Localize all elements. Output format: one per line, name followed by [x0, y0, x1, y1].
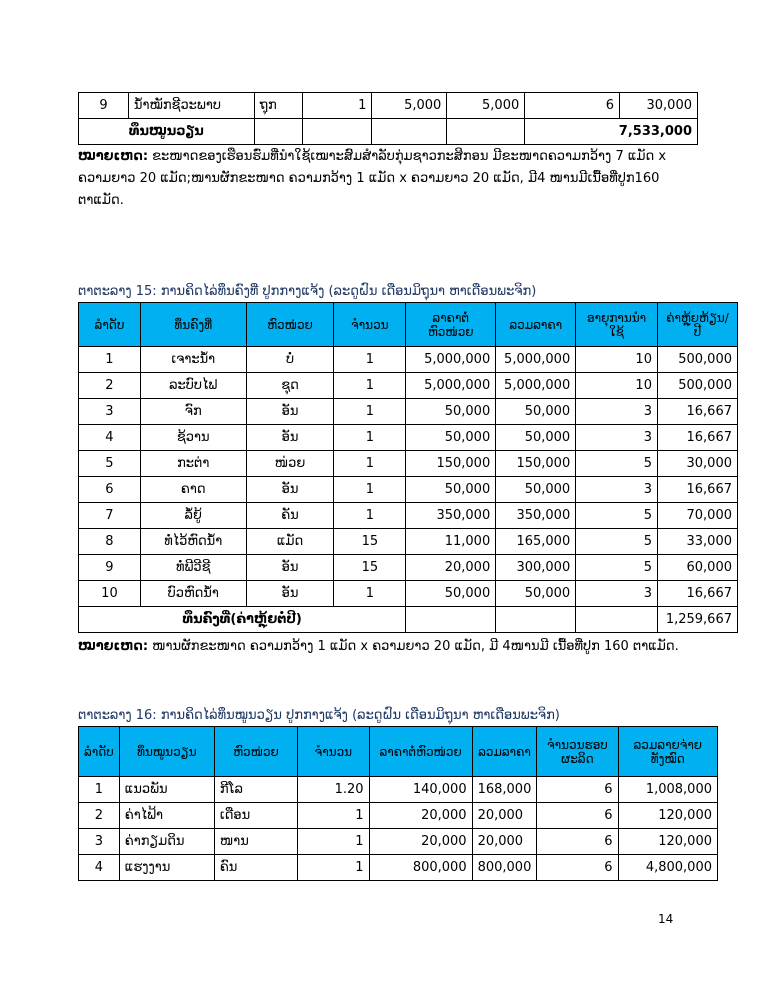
- cell: 300,000: [496, 555, 576, 581]
- cell: 5,000: [372, 93, 447, 119]
- cell: 5: [576, 451, 658, 477]
- col-header: ລວມລາຍຈ່າຍທັງໝົດ: [618, 727, 717, 777]
- cell: [254, 119, 302, 145]
- cell: ທໍ່ໄວ້ຫົດນ້ຳ: [140, 529, 246, 555]
- cell: 4,800,000: [618, 855, 717, 881]
- cell: 6: [537, 829, 618, 855]
- cell: 20,000: [369, 829, 472, 855]
- cell: 120,000: [618, 829, 717, 855]
- col-header: ທຶນໝູນວຽນ: [119, 727, 214, 777]
- note-label: ໝາຍເຫດ:: [78, 639, 149, 654]
- cell: 1: [334, 425, 406, 451]
- cell: 6: [537, 777, 618, 803]
- table15: [78, 302, 738, 633]
- cell: 50,000: [406, 477, 496, 503]
- cell: 1: [334, 373, 406, 399]
- col-header: ລາຄາຕໍ່ຫົວໜ່ວຍ: [369, 727, 472, 777]
- cell: 4: [79, 855, 120, 881]
- cell: 165,000: [496, 529, 576, 555]
- table15-caption: ຕາຕະລາງ 15: ການຄິດໄລ່ທຶນຄົງທີ່ ປູກກາງແຈ້ງ (ລະດູຝົນ ເດືອນມິຖຸນາ ຫາເດືອນພະຈິກ): [78, 284, 537, 299]
- cell: 150,000: [406, 451, 496, 477]
- cell: 50,000: [406, 425, 496, 451]
- cell: 6: [537, 855, 618, 881]
- note-label: ໝາຍເຫດ:: [78, 149, 149, 164]
- cell: ເດືອນ: [214, 803, 297, 829]
- cell: 1: [334, 347, 406, 373]
- cell: ເຈາະນ້ຳ: [140, 347, 246, 373]
- col-header: ອາຍຸການນຳໃຊ້: [576, 303, 658, 347]
- cell: ແນວພັນ: [119, 777, 214, 803]
- total-row: [79, 607, 738, 633]
- cell: 70,000: [657, 503, 737, 529]
- cell: ອັນ: [246, 399, 334, 425]
- cell: [576, 607, 658, 633]
- cell: 3: [576, 425, 658, 451]
- cell: ຊຸດ: [246, 373, 334, 399]
- cell: 2: [79, 373, 141, 399]
- cell: 1: [298, 803, 369, 829]
- cell: 5,000,000: [406, 373, 496, 399]
- cell: ທໍ່ພີວີຊີ: [140, 555, 246, 581]
- total-row: [79, 119, 698, 145]
- cell: 60,000: [657, 555, 737, 581]
- table-row: [79, 93, 698, 119]
- cell: 4: [79, 425, 141, 451]
- cell: ຄາດ: [140, 477, 246, 503]
- cell: ຄ່າກຽມດິນ: [119, 829, 214, 855]
- table-row: [79, 529, 738, 555]
- cell: 1: [79, 777, 120, 803]
- cell: 20,000: [369, 803, 472, 829]
- cell: 10: [576, 347, 658, 373]
- cell: 33,000: [657, 529, 737, 555]
- cell: 3: [79, 399, 141, 425]
- cell: 1.20: [298, 777, 369, 803]
- col-header: ຈຳນວນຮອບຜະລິດ: [537, 727, 618, 777]
- table-row: [79, 555, 738, 581]
- cell: 6: [537, 803, 618, 829]
- col-header: ທຶນຄົງທີ່: [140, 303, 246, 347]
- cell: 8: [79, 529, 141, 555]
- cell: ອັນ: [246, 555, 334, 581]
- cell: 5,000,000: [496, 347, 576, 373]
- cell: 140,000: [369, 777, 472, 803]
- col-header: ຄ່າຫຼຸ້ຍຫ້ຽນ/ປີ: [657, 303, 737, 347]
- cell: ຊ້ວານ: [140, 425, 246, 451]
- cell: 16,667: [657, 425, 737, 451]
- cell: 50,000: [496, 399, 576, 425]
- cell: 5,000: [447, 93, 525, 119]
- total-value: 1,259,667: [657, 607, 737, 633]
- cell: 50,000: [496, 425, 576, 451]
- cell: 10: [79, 581, 141, 607]
- col-header: ລຳດັບ: [79, 727, 120, 777]
- table-row: [79, 777, 718, 803]
- table-row: [79, 855, 718, 881]
- cell: 1: [298, 829, 369, 855]
- cell: 15: [334, 529, 406, 555]
- cell: ອັນ: [246, 477, 334, 503]
- table-row: [79, 425, 738, 451]
- cell: ນ້ຳໝັກຊີວະພາບ: [128, 93, 254, 119]
- cell: [406, 607, 496, 633]
- cell: ແມັດ: [246, 529, 334, 555]
- note-1: [78, 146, 688, 212]
- cell: 1: [302, 93, 372, 119]
- cell: 11,000: [406, 529, 496, 555]
- cell: 9: [79, 555, 141, 581]
- cell: 6: [79, 477, 141, 503]
- cell: 20,000: [472, 803, 537, 829]
- cell: 1: [334, 451, 406, 477]
- top-table: [78, 92, 698, 145]
- table-row: [79, 399, 738, 425]
- cell: 5: [576, 503, 658, 529]
- col-header: ຫົວໜ່ວຍ: [246, 303, 334, 347]
- cell: 3: [576, 477, 658, 503]
- note-2: [78, 636, 718, 658]
- cell: 120,000: [618, 803, 717, 829]
- cell: 20,000: [406, 555, 496, 581]
- cell: 16,667: [657, 477, 737, 503]
- cell: 30,000: [657, 451, 737, 477]
- cell: 3: [576, 399, 658, 425]
- cell: 15: [334, 555, 406, 581]
- note-text: ຂະໜາດຂອງເຮືອນຮົ່ມທີ່ນຳໃຊ້ເໝາະສົມສຳລັບກຸ່ມຊາວກະສິກອນ ມີຂະໜາດຄວາມກວ້າງ 7 ແມັດ x ຄວາມຍາວ 20 ແມັດ;ໜານຜັກຂະໜາດ ຄວາມກວ້າງ 1 ແມັດ x ຄວາມຍາວ 20 ແມັດ, ມີ4 ໜານມີເນື້ອທີ່ປູກ160 ຕາແມັດ.: [78, 149, 667, 208]
- col-header: ຈຳນວນ: [298, 727, 369, 777]
- note-text: ໜານຜັກຂະໜາດ ຄວາມກວ້າງ 1 ແມັດ x ຄວາມຍາວ 20 ແມັດ, ມີ 4ໜານມີ ເນື້ອທີ່ປູກ 160 ຕາແມັດ.: [152, 639, 679, 654]
- cell: 10: [576, 373, 658, 399]
- cell: 50,000: [496, 477, 576, 503]
- cell: [372, 119, 447, 145]
- table-row: [79, 347, 738, 373]
- cell: 168,000: [472, 777, 537, 803]
- cell: [302, 119, 372, 145]
- page-number: 14: [658, 912, 674, 926]
- table-row: [79, 477, 738, 503]
- col-header: ລວມລາຄາ: [496, 303, 576, 347]
- cell: 5: [576, 529, 658, 555]
- cell: ຄ່າໄຟ້າ: [119, 803, 214, 829]
- cell: 3: [79, 829, 120, 855]
- cell: 1: [334, 503, 406, 529]
- cell: ອັນ: [246, 581, 334, 607]
- cell: 20,000: [472, 829, 537, 855]
- table16-caption: ຕາຕະລາງ 16: ການຄິດໄລ່ທຶນໝູນວຽນ ປູກກາງແຈ້ງ (ລະດູຝົນ ເດືອນມິຖຸນາ ຫາເດືອນພະຈິກ): [78, 708, 560, 723]
- table-row: [79, 829, 718, 855]
- cell: ຖຸກ: [254, 93, 302, 119]
- cell: 50,000: [496, 581, 576, 607]
- table-row: [79, 581, 738, 607]
- table-row: [79, 373, 738, 399]
- table-row: [79, 503, 738, 529]
- total-label: ທຶນໝູນວຽນ: [79, 119, 255, 145]
- cell: 30,000: [620, 93, 698, 119]
- col-header: ລຳດັບ: [79, 303, 141, 347]
- cell: 800,000: [472, 855, 537, 881]
- cell: 50,000: [406, 399, 496, 425]
- cell: ກີໂລ: [214, 777, 297, 803]
- table16: [78, 726, 718, 881]
- cell: ແຮງງານ: [119, 855, 214, 881]
- cell: 5: [79, 451, 141, 477]
- cell: 7: [79, 503, 141, 529]
- cell: 16,667: [657, 581, 737, 607]
- cell: ລໍ້ຍູ້: [140, 503, 246, 529]
- header-row: [79, 727, 718, 777]
- table-row: [79, 803, 718, 829]
- cell: ຄົນ: [214, 855, 297, 881]
- cell: 150,000: [496, 451, 576, 477]
- total-label: ທຶນຄົງທີ່(ຄ່າຫຼຸ້ຍຕໍ່ປີ): [79, 607, 406, 633]
- cell: 5: [576, 555, 658, 581]
- col-header: ລວມລາຄາ: [472, 727, 537, 777]
- cell: ອັນ: [246, 425, 334, 451]
- cell: 2: [79, 803, 120, 829]
- col-header: ລາຄາຕໍ່ຫົວໜ່ວຍ: [406, 303, 496, 347]
- cell: 1,008,000: [618, 777, 717, 803]
- cell: ບໍ່: [246, 347, 334, 373]
- table-row: [79, 451, 738, 477]
- cell: [496, 607, 576, 633]
- cell: 9: [79, 93, 129, 119]
- cell: ໜານ: [214, 829, 297, 855]
- col-header: ຈຳນວນ: [334, 303, 406, 347]
- cell: 3: [576, 581, 658, 607]
- cell: ບົວຫົດນ້ຳ: [140, 581, 246, 607]
- cell: 5,000,000: [406, 347, 496, 373]
- cell: 1: [334, 477, 406, 503]
- cell: 500,000: [657, 347, 737, 373]
- cell: 6: [525, 93, 620, 119]
- cell: ກະຕ່າ: [140, 451, 246, 477]
- cell: ໜ່ວຍ: [246, 451, 334, 477]
- header-row: [79, 303, 738, 347]
- cell: 800,000: [369, 855, 472, 881]
- total-value: 7,533,000: [525, 119, 698, 145]
- cell: 16,667: [657, 399, 737, 425]
- cell: 1: [298, 855, 369, 881]
- cell: [447, 119, 525, 145]
- cell: ຈົກ: [140, 399, 246, 425]
- cell: 1: [79, 347, 141, 373]
- col-header: ຫົວໜ່ວຍ: [214, 727, 297, 777]
- cell: ຄັນ: [246, 503, 334, 529]
- cell: ລະບົບໄຟ: [140, 373, 246, 399]
- cell: 350,000: [496, 503, 576, 529]
- cell: 350,000: [406, 503, 496, 529]
- cell: 50,000: [406, 581, 496, 607]
- cell: 500,000: [657, 373, 737, 399]
- cell: 1: [334, 399, 406, 425]
- cell: 5,000,000: [496, 373, 576, 399]
- cell: 1: [334, 581, 406, 607]
